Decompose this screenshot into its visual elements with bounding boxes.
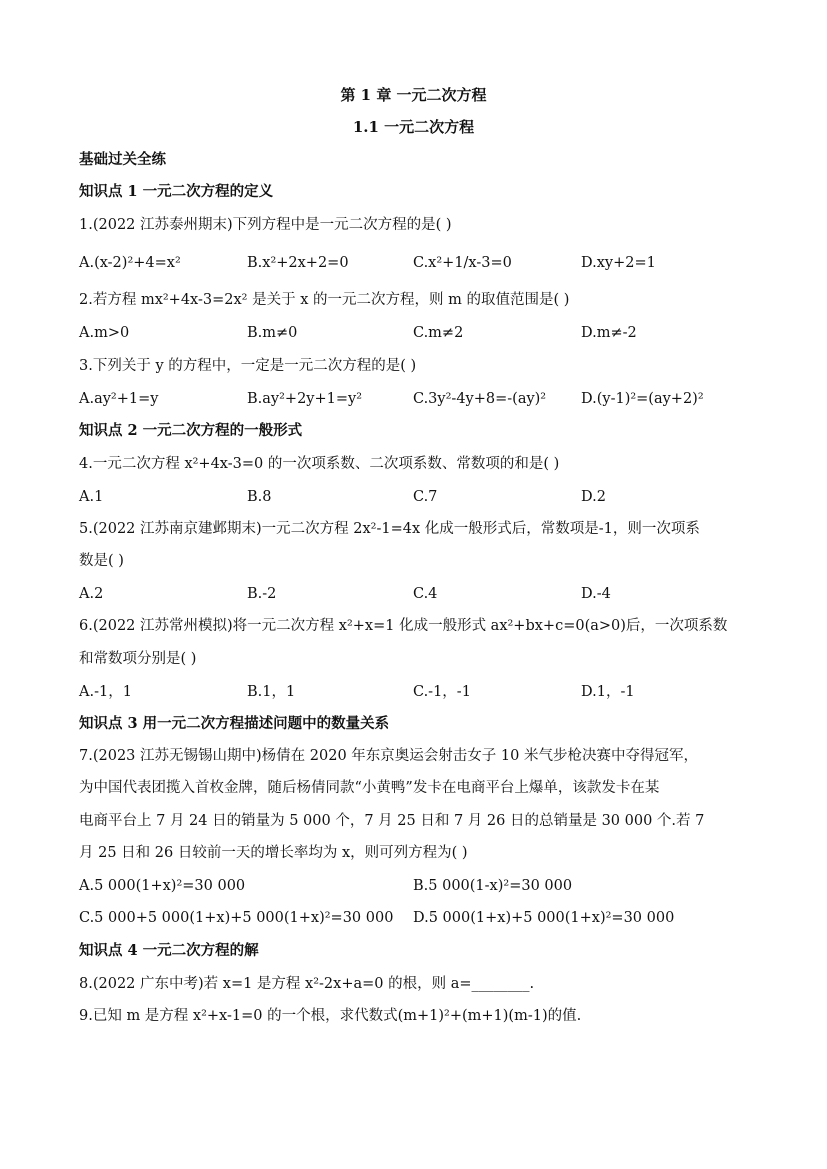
option-b: B.5 000(1-x)²=30 000: [413, 878, 573, 894]
option-a: A.ay²+1=y: [79, 391, 159, 407]
option-d: D.(y-1)²=(ay+2)²: [581, 391, 704, 407]
question-2: 2.若方程 mx²+4x-3=2x² 是关于 x 的一元二次方程，则 m 的取值范围是( ): [79, 292, 570, 308]
option-a: A.m>0: [79, 325, 130, 341]
option-c: C.4: [413, 586, 438, 602]
question-7-options-row-1: [79, 876, 779, 896]
option-a: A.(x-2)²+4=x²: [79, 255, 181, 271]
option-d: D.xy+2=1: [581, 255, 656, 271]
option-a: A.2: [79, 586, 104, 602]
option-b: B.x²+2x+2=0: [247, 255, 349, 271]
option-d: D.2: [581, 489, 606, 505]
question-7-line-2: 为中国代表团揽入首枚金牌，随后杨倩同款“小黄鸭”发卡在电商平台上爆单，该款发卡在某: [79, 780, 660, 796]
question-6-line-1: 6.(2022 江苏常州模拟)将一元二次方程 x²+x=1 化成一般形式 ax²+bx+c=0(a>0)后，一次项系数: [79, 618, 728, 634]
option-d: D.1，-1: [581, 684, 635, 700]
option-c: C.x²+1/x-3=0: [413, 255, 512, 271]
question-6-options: [79, 682, 779, 702]
option-d: D.-4: [581, 586, 611, 602]
question-6-line-2: 和常数项分别是( ): [79, 651, 197, 667]
option-c: C.-1，-1: [413, 684, 471, 700]
option-a: A.5 000(1+x)²=30 000: [79, 878, 246, 894]
option-c: C.m≠2: [413, 325, 464, 341]
question-4: 4.一元二次方程 x²+4x-3=0 的一次项系数、二次项系数、常数项的和是( ): [79, 456, 560, 472]
option-a: A.-1，1: [79, 684, 132, 700]
chapter-title: 第 1 章 一元二次方程: [340, 86, 487, 104]
question-5-line-1: 5.(2022 江苏南京建邺期末)一元二次方程 2x²-1=4x 化成一般形式后，常数项是-1，则一次项系: [79, 521, 700, 537]
option-b: B.1，1: [247, 684, 296, 700]
knowledge-point-1: 知识点 1 一元二次方程的定义: [79, 183, 274, 200]
knowledge-point-2: 知识点 2 一元二次方程的一般形式: [79, 422, 303, 439]
option-c: C.7: [413, 489, 438, 505]
question-3-options: [79, 389, 779, 409]
question-5-line-2: 数是( ): [79, 553, 124, 569]
question-7-line-4: 月 25 日和 26 日较前一天的增长率均为 x，则可列方程为( ): [79, 845, 468, 861]
option-b: B.-2: [247, 586, 277, 602]
knowledge-point-4: 知识点 4 一元二次方程的解: [79, 942, 259, 959]
question-1-options: [79, 253, 779, 273]
question-7-options-row-2: [79, 908, 779, 928]
option-d: D.m≠-2: [581, 325, 637, 341]
question-4-options: [79, 487, 779, 507]
question-3: 3.下列关于 y 的方程中，一定是一元二次方程的是( ): [79, 358, 417, 374]
option-d: D.5 000(1+x)+5 000(1+x)²=30 000: [413, 910, 675, 926]
option-b: B.ay²+2y+1=y²: [247, 391, 363, 407]
question-1: 1.(2022 江苏泰州期末)下列方程中是一元二次方程的是( ): [79, 217, 452, 233]
knowledge-point-3: 知识点 3 用一元二次方程描述问题中的数量关系: [79, 715, 390, 732]
option-a: A.1: [79, 489, 104, 505]
question-2-options: [79, 323, 779, 343]
option-c: C.3y²-4y+8=-(ay)²: [413, 391, 547, 407]
question-8: 8.(2022 广东中考)若 x=1 是方程 x²-2x+a=0 的根，则 a=________.: [79, 976, 535, 992]
practice-heading: 基础过关全练: [79, 151, 166, 168]
question-9: 9.已知 m 是方程 x²+x-1=0 的一个根，求代数式(m+1)²+(m+1)(m-1)的值.: [79, 1008, 582, 1024]
question-7-line-3: 电商平台上 7 月 24 日的销量为 5 000 个，7 月 25 日和 7 月 26 日的总销量是 30 000 个.若 7: [79, 813, 705, 829]
option-b: B.m≠0: [247, 325, 298, 341]
section-title: 1.1 一元二次方程: [352, 118, 475, 136]
question-7-line-1: 7.(2023 江苏无锡锡山期中)杨倩在 2020 年东京奥运会射击女子 10 米气步枪决赛中夺得冠军，: [79, 748, 698, 764]
option-c: C.5 000+5 000(1+x)+5 000(1+x)²=30 000: [79, 910, 394, 926]
question-5-options: [79, 584, 779, 604]
option-b: B.8: [247, 489, 272, 505]
